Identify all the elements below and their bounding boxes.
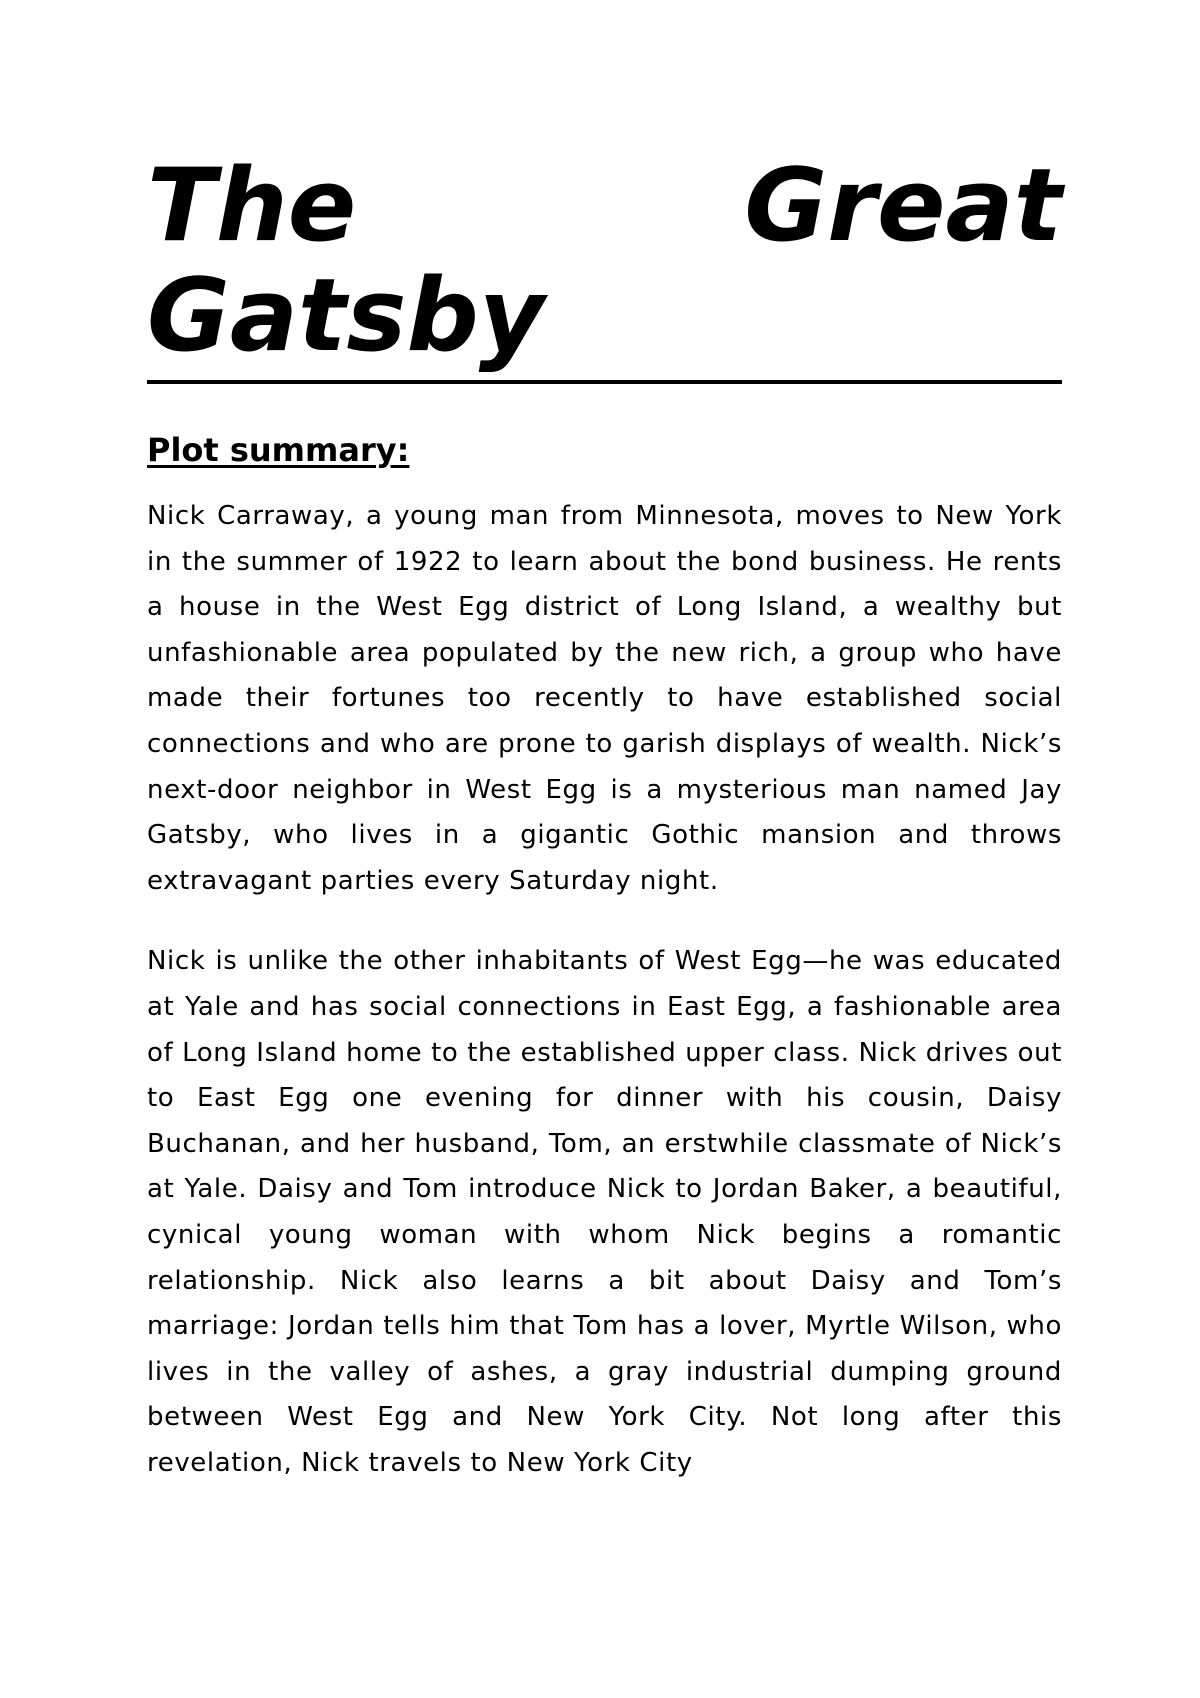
paragraph-1: Nick Carraway, a young man from Minnesota, moves to New York in the summer of 1922 to learn about the bond business. He rents a house in the West Egg district of Long Island, a wealthy but unfashionable area populated by the new rich, a group who have made their fortunes too recently to have established social connections and who are prone to garish displays of wealth. Nick’s next-door neighbor in West Egg is a mysterious man named Jay Gatsby, who lives in a gigantic Gothic mansion and throws extravagant parties every Saturday night. (147, 501, 1062, 896)
paragraph-2: Nick is unlike the other inhabitants of West Egg—he was educated at Yale and has social connections in East Egg, a fashionable area of Long Island home to the established upper class. Nick drives out to East Egg one evening for dinner with his cousin, Daisy Buchanan, and her husband, Tom, an erstwhile classmate of Nick’s at Yale. Daisy and Tom introduce Nick to Jordan Baker, a beautiful, cynical young woman with whom Nick begins a romantic relationship. Nick also learns a bit about Daisy and Tom’s marriage: Jordan tells him that Tom has a lover, Myrtle Wilson, who lives in the valley of ashes, a gray industrial dumping ground between West Egg and New York City. Not long after this revelation, Nick travels to New York City (147, 946, 1062, 1478)
title-word-great: Great (744, 146, 1062, 264)
title-word-the: The (147, 146, 357, 264)
title-line-1 (147, 146, 1062, 264)
section-heading-plot-summary: Plot summary: (147, 431, 410, 469)
document-page (147, 146, 1062, 1521)
title-word-gatsby: Gatsby (147, 256, 545, 374)
document-title (147, 146, 1062, 384)
